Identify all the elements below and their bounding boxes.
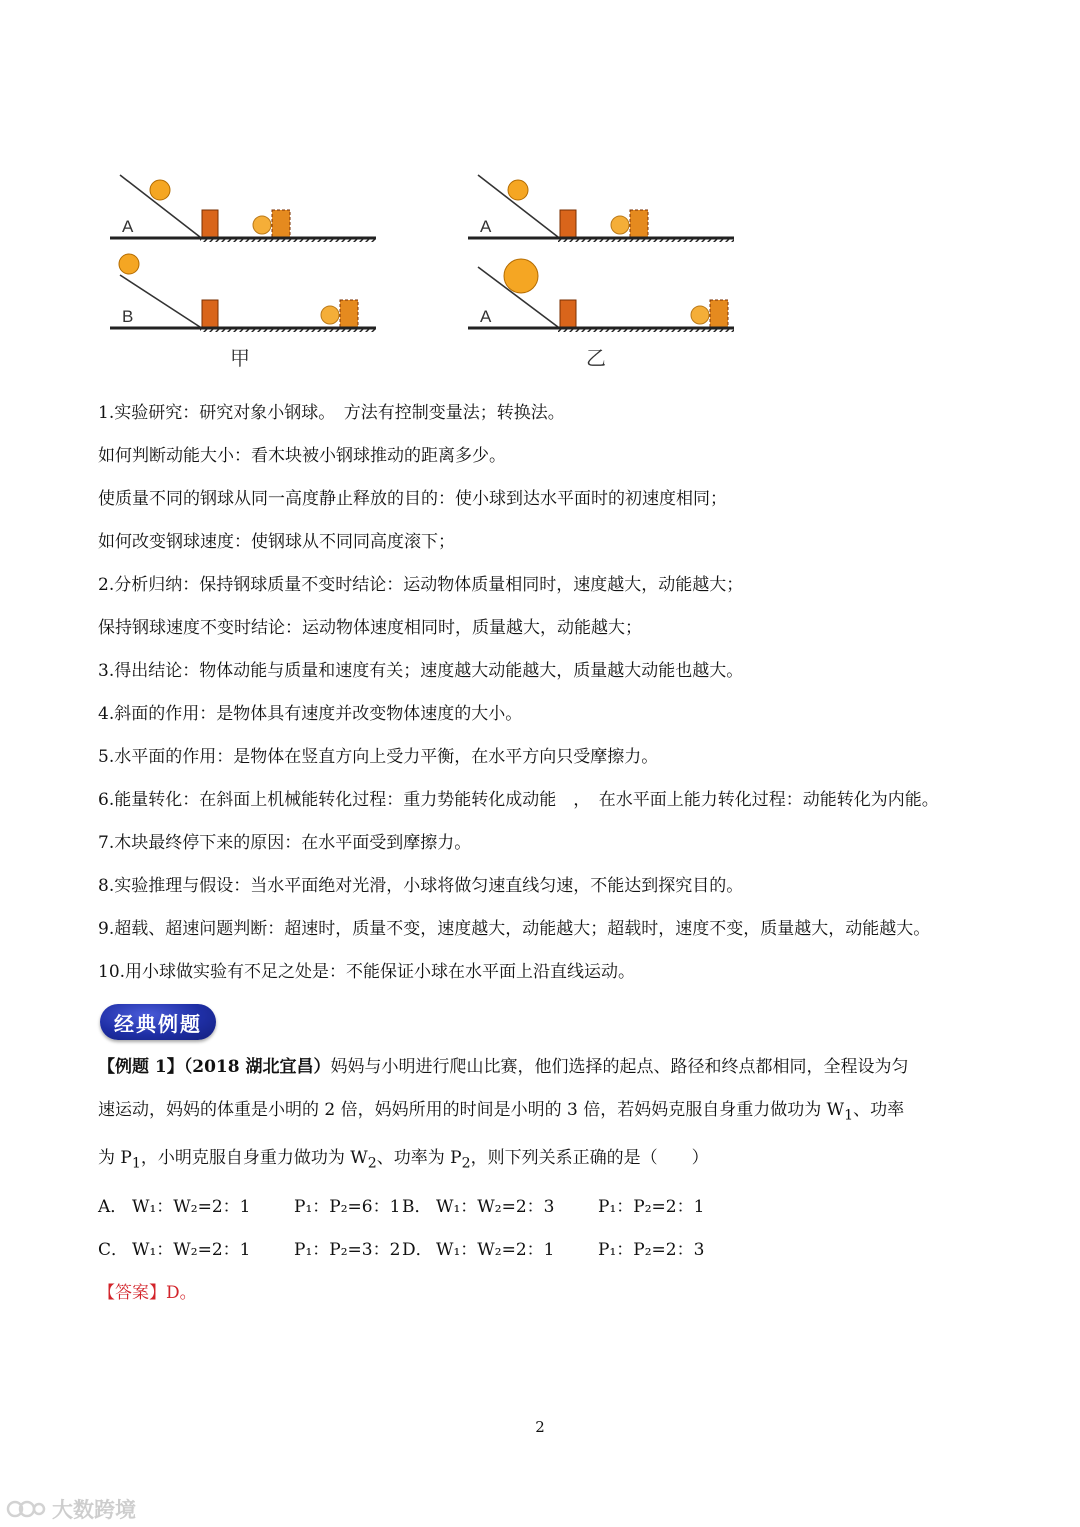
- watermark-text: 大数跨境: [52, 1498, 136, 1522]
- example-text-2b: 、功率: [853, 1100, 905, 1120]
- option-b-letter: B．: [402, 1196, 432, 1217]
- subscript: 2: [367, 1155, 377, 1172]
- option-c-p: P₁：P₂=3：2: [294, 1239, 401, 1260]
- point-1c: 使质量不同的钢球从同一高度静止释放的目的：使小球到达水平面时的初速度相同；: [98, 489, 727, 509]
- example-text-3b: ，小明克服自身重力做功为 W: [140, 1148, 368, 1169]
- setup-jia-bottom: [110, 254, 376, 370]
- options-row-2: [98, 1229, 988, 1272]
- page-number: 2: [535, 1418, 545, 1436]
- example-line-2: [98, 1089, 988, 1137]
- options-row-1: [98, 1186, 988, 1229]
- point-5: 5.水平面的作用：是物体在竖直方向上受力平衡，在水平方向只受摩擦力。: [98, 747, 659, 767]
- point-1b: 如何判断动能大小：看木块被小钢球推动的距离多少。: [98, 446, 506, 466]
- caption-yi: 乙: [586, 346, 606, 370]
- example-line-1: [98, 1046, 988, 1089]
- option-d-p: P₁：P₂=2：3: [598, 1239, 705, 1260]
- subscript: 2: [461, 1155, 471, 1172]
- point-9: 9.超载、超速问题判断：超速时，质量不变，速度越大，动能越大；超载时，速度不变，质量越大，动能越大。: [98, 919, 931, 939]
- answer-value: D。: [166, 1282, 197, 1303]
- point-4: 4.斜面的作用：是物体具有速度并改变物体速度的大小。: [98, 704, 523, 724]
- option-c-letter: C．: [98, 1239, 129, 1260]
- answer-line: [98, 1272, 988, 1315]
- option-b-w: W₁：W₂=2：3: [436, 1196, 555, 1217]
- point-8: 8.实验推理与假设：当水平面绝对光滑，小球将做匀速直线匀速，不能达到探究目的。: [98, 876, 744, 896]
- watermark: [6, 1494, 136, 1524]
- label-b: B: [122, 307, 134, 326]
- watermark-logo-icon: [6, 1497, 46, 1521]
- section-badge: 经典例题: [100, 1004, 216, 1040]
- example-text-3c: 、功率为 P: [376, 1148, 462, 1169]
- example-text-3d: ，则下列关系正确的是（ ）: [470, 1148, 709, 1169]
- point-3: 3.得出结论：物体动能与质量和速度有关；速度越大动能越大，质量越大动能也越大。: [98, 661, 744, 681]
- example-text-1: 妈妈与小明进行爬山比赛，他们选择的起点、路径和终点都相同，全程设为匀: [330, 1057, 909, 1077]
- option-a-p: P₁：P₂=6：1: [294, 1196, 401, 1217]
- point-1: 1.实验研究：研究对象小钢球。 方法有控制变量法；转换法。: [98, 403, 565, 423]
- point-6: 6.能量转化：在斜面上机械能转化过程：重力势能转化成动能 ， 在水平面上能力转化过程：动能转化为内能。: [98, 790, 939, 810]
- document-body: [98, 392, 988, 1315]
- setup-yi-bottom: [468, 259, 734, 370]
- subscript: 1: [131, 1155, 141, 1172]
- option-d-w: W₁：W₂=2：1: [436, 1239, 555, 1260]
- experiment-figures: [100, 160, 760, 380]
- experiment-diagram: [100, 160, 760, 380]
- caption-jia: 甲: [230, 346, 250, 370]
- point-1d: 如何改变钢球速度：使钢球从不同同高度滚下；: [98, 532, 455, 552]
- setup-yi-top: [468, 175, 734, 242]
- option-b-p: P₁：P₂=2：1: [598, 1196, 705, 1217]
- option-a-letter: A．: [98, 1196, 128, 1217]
- example-line-3: [98, 1137, 988, 1185]
- example-text-3a: 为 P: [98, 1148, 132, 1169]
- example-tag: 【例题 1】: [98, 1057, 184, 1077]
- example-source: （2018 湖北宜昌）: [183, 1057, 331, 1077]
- option-c-w: W₁：W₂=2：1: [132, 1239, 251, 1260]
- subscript: 1: [844, 1107, 854, 1124]
- setup-jia-top: [110, 175, 376, 242]
- answer-tag: 【答案】: [98, 1282, 166, 1303]
- point-2b: 保持钢球速度不变时结论：运动物体速度相同时，质量越大，动能越大；: [98, 618, 642, 638]
- label-a: A: [122, 217, 134, 236]
- label-a: A: [480, 307, 492, 326]
- example-text-2a: 速运动，妈妈的体重是小明的 2 倍，妈妈所用的时间是小明的 3 倍，若妈妈克服自身重力做功为 W: [98, 1100, 845, 1120]
- point-2: 2.分析归纳：保持钢球质量不变时结论：运动物体质量相同时，速度越大，动能越大；: [98, 575, 744, 595]
- option-a-w: W₁：W₂=2：1: [132, 1196, 251, 1217]
- label-a: A: [480, 217, 492, 236]
- point-7: 7.木块最终停下来的原因：在水平面受到摩擦力。: [98, 833, 472, 853]
- option-d-letter: D．: [402, 1239, 433, 1260]
- point-10: 10.用小球做实验有不足之处是：不能保证小球在水平面上沿直线运动。: [98, 962, 636, 982]
